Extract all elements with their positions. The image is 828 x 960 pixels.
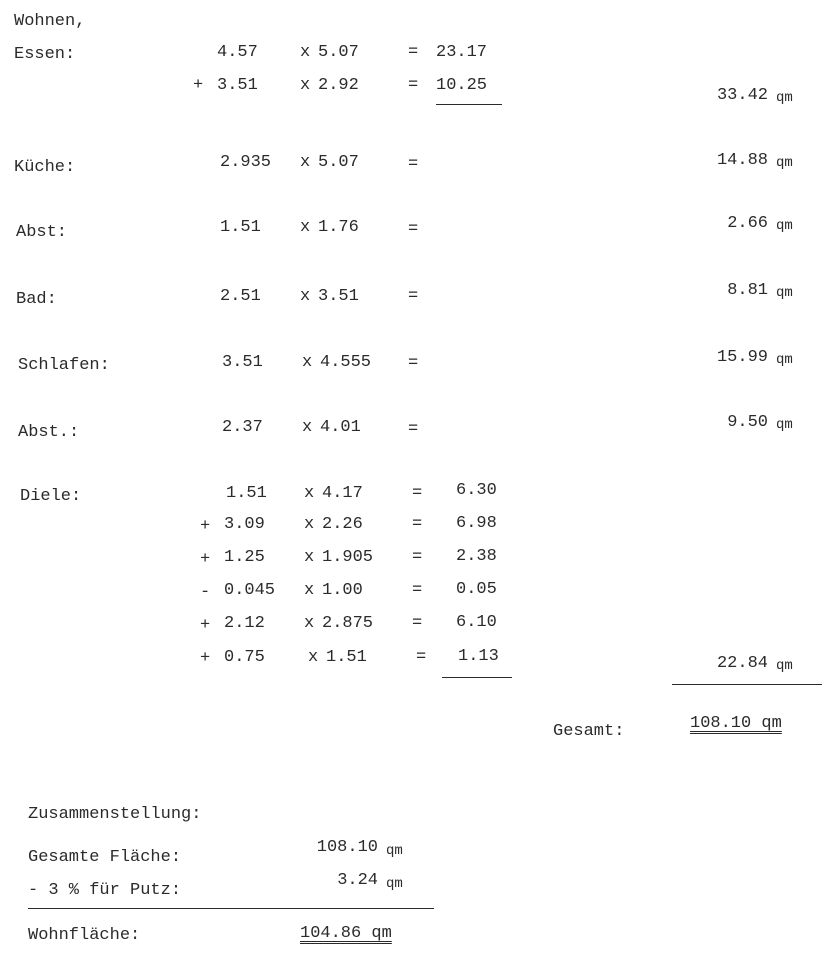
calc-result: 6.30 xyxy=(456,481,497,500)
equals-sign: = xyxy=(408,420,419,439)
calc-a: 2.12 xyxy=(224,614,265,633)
minus-sign: - xyxy=(200,583,211,602)
unit: qm xyxy=(776,352,793,368)
unit: qm xyxy=(776,155,793,171)
unit: qm xyxy=(776,218,793,234)
times-sign: x xyxy=(300,287,311,306)
room-label-abst2: Abst.: xyxy=(18,423,80,442)
gesamt-value: 108.10 qm xyxy=(690,714,782,733)
calc-b: 4.01 xyxy=(320,418,361,437)
calc-a: 3.51 xyxy=(217,76,258,95)
underline xyxy=(442,677,512,678)
equals-sign: = xyxy=(416,648,427,667)
summary-label: - 3 % für Putz: xyxy=(28,881,182,900)
times-sign: x xyxy=(302,353,313,372)
equals-sign: = xyxy=(408,287,419,306)
calc-result: 10.25 xyxy=(436,76,488,95)
unit: qm xyxy=(776,658,793,674)
equals-sign: = xyxy=(408,354,419,373)
calc-a: 1.25 xyxy=(224,548,265,567)
plus-sign: + xyxy=(200,517,211,536)
calc-b: 2.92 xyxy=(318,76,359,95)
calc-a: 2.37 xyxy=(222,418,263,437)
calc-a: 0.75 xyxy=(224,648,265,667)
room-total: 22.84 xyxy=(716,654,768,673)
calc-a: 0.045 xyxy=(224,581,276,600)
equals-sign: = xyxy=(412,548,423,567)
room-label-essen: Essen: xyxy=(14,45,76,64)
room-total: 8.81 xyxy=(727,281,768,300)
times-sign: x xyxy=(300,43,311,62)
room-total: 9.50 xyxy=(727,413,768,432)
times-sign: x xyxy=(302,418,313,437)
unit: qm xyxy=(776,90,793,106)
unit: qm xyxy=(386,876,403,892)
calc-b: 1.51 xyxy=(326,648,367,667)
room-label-diele: Diele: xyxy=(20,487,82,506)
calc-b: 5.07 xyxy=(318,43,359,62)
plus-sign: + xyxy=(200,550,211,569)
room-total: 33.42 xyxy=(716,86,768,105)
equals-sign: = xyxy=(412,515,423,534)
calc-a: 3.51 xyxy=(222,353,263,372)
times-sign: x xyxy=(304,515,315,534)
plus-sign: + xyxy=(200,616,211,635)
unit: qm xyxy=(776,417,793,433)
equals-sign: = xyxy=(408,43,419,62)
times-sign: x xyxy=(304,548,315,567)
times-sign: x xyxy=(300,218,311,237)
calc-a: 1.51 xyxy=(220,218,261,237)
room-label-kueche: Küche: xyxy=(14,158,76,177)
times-sign: x xyxy=(308,648,319,667)
calc-a: 1.51 xyxy=(226,484,267,503)
times-sign: x xyxy=(304,581,315,600)
calc-b: 2.875 xyxy=(322,614,374,633)
calc-b: 3.51 xyxy=(318,287,359,306)
calc-result: 6.98 xyxy=(456,514,497,533)
summary-heading: Zusammenstellung: xyxy=(28,805,202,824)
plus-sign: + xyxy=(193,76,204,95)
equals-sign: = xyxy=(408,155,419,174)
equals-sign: = xyxy=(412,581,423,600)
calc-result: 2.38 xyxy=(456,547,497,566)
unit: qm xyxy=(776,285,793,301)
times-sign: x xyxy=(300,153,311,172)
calc-result: 23.17 xyxy=(436,43,488,62)
calc-b: 2.26 xyxy=(322,515,363,534)
sum-line xyxy=(672,684,822,685)
calc-b: 1.00 xyxy=(322,581,363,600)
calc-a: 2.935 xyxy=(220,153,272,172)
times-sign: x xyxy=(304,484,315,503)
equals-sign: = xyxy=(408,220,419,239)
times-sign: x xyxy=(304,614,315,633)
room-label-abst: Abst: xyxy=(16,223,68,242)
result-label: Wohnfläche: xyxy=(28,926,141,945)
unit: qm xyxy=(386,843,403,859)
calc-result: 6.10 xyxy=(456,613,497,632)
title-line: Wohnen, xyxy=(14,12,86,31)
room-label-bad: Bad: xyxy=(16,290,57,309)
equals-sign: = xyxy=(412,614,423,633)
calc-a: 4.57 xyxy=(217,43,258,62)
room-label-schlafen: Schlafen: xyxy=(18,356,110,375)
calc-b: 5.07 xyxy=(318,153,359,172)
calc-b: 4.17 xyxy=(322,484,363,503)
room-total: 15.99 xyxy=(716,348,768,367)
plus-sign: + xyxy=(200,649,211,668)
summary-label: Gesamte Fläche: xyxy=(28,848,182,867)
calc-b: 1.76 xyxy=(318,218,359,237)
calc-b: 1.905 xyxy=(322,548,374,567)
calc-result: 1.13 xyxy=(458,647,499,666)
room-total: 2.66 xyxy=(727,214,768,233)
calc-a: 2.51 xyxy=(220,287,261,306)
equals-sign: = xyxy=(412,484,423,503)
calc-b: 4.555 xyxy=(320,353,372,372)
calc-result: 0.05 xyxy=(456,580,497,599)
gesamt-label: Gesamt: xyxy=(553,722,625,741)
summary-line xyxy=(28,908,434,909)
underline xyxy=(436,104,502,105)
calc-a: 3.09 xyxy=(224,515,265,534)
summary-value: 108.10 xyxy=(316,838,378,857)
equals-sign: = xyxy=(408,76,419,95)
summary-value: 3.24 xyxy=(337,871,378,890)
result-value: 104.86 qm xyxy=(300,924,392,943)
room-total: 14.88 xyxy=(716,151,768,170)
times-sign: x xyxy=(300,76,311,95)
